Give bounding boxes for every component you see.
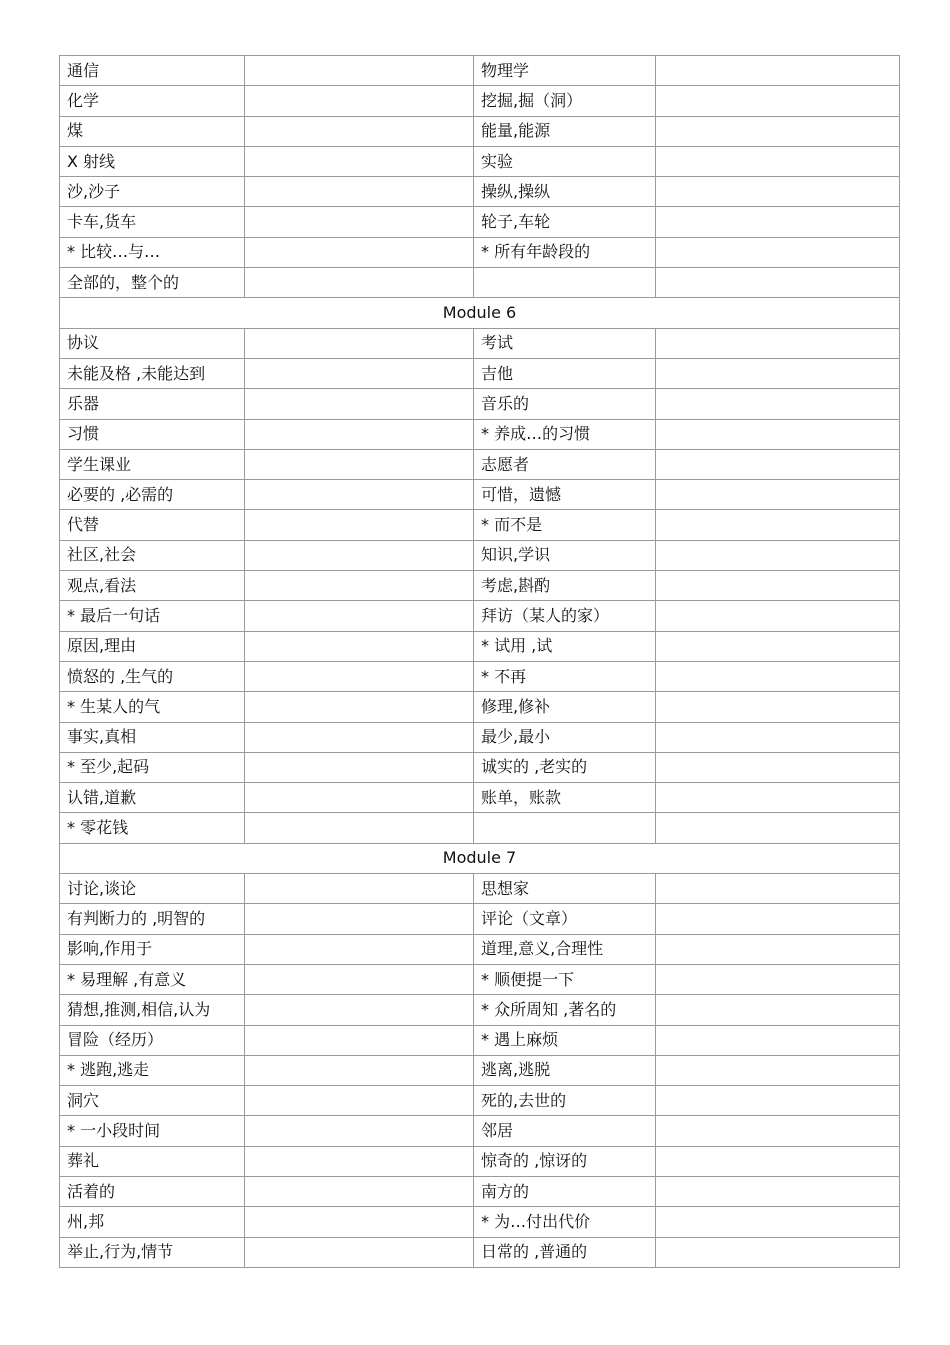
chinese-term-left: 学生课业 bbox=[60, 449, 245, 479]
chinese-term-right: 日常的 ,普通的 bbox=[474, 1237, 656, 1267]
chinese-term-left: * 比较…与… bbox=[60, 237, 245, 267]
answer-blank-right bbox=[656, 934, 900, 964]
vocab-row bbox=[60, 1176, 900, 1206]
answer-blank-right bbox=[656, 752, 900, 782]
chinese-term-right bbox=[474, 268, 656, 298]
answer-blank-left bbox=[245, 1237, 474, 1267]
answer-blank-right bbox=[656, 692, 900, 722]
answer-blank-right bbox=[656, 1025, 900, 1055]
chinese-term-right: * 养成…的习惯 bbox=[474, 419, 656, 449]
answer-blank-left bbox=[245, 783, 474, 813]
module-heading: Module 7 bbox=[60, 843, 900, 873]
chinese-term-right: 实验 bbox=[474, 146, 656, 176]
chinese-term-right: 志愿者 bbox=[474, 449, 656, 479]
chinese-term-right: * 为…付出代价 bbox=[474, 1207, 656, 1237]
chinese-term-right: 死的,去世的 bbox=[474, 1086, 656, 1116]
answer-blank-right bbox=[656, 631, 900, 661]
vocab-row bbox=[60, 661, 900, 691]
chinese-term-right: 考试 bbox=[474, 328, 656, 358]
answer-blank-right bbox=[656, 1237, 900, 1267]
answer-blank-right bbox=[656, 510, 900, 540]
chinese-term-left: * 生某人的气 bbox=[60, 692, 245, 722]
answer-blank-right bbox=[656, 601, 900, 631]
vocab-row bbox=[60, 1207, 900, 1237]
answer-blank-left bbox=[245, 328, 474, 358]
chinese-term-left: 冒险（经历） bbox=[60, 1025, 245, 1055]
chinese-term-left: 活着的 bbox=[60, 1176, 245, 1206]
answer-blank-left bbox=[245, 964, 474, 994]
answer-blank-left bbox=[245, 419, 474, 449]
chinese-term-right: 惊奇的 ,惊讶的 bbox=[474, 1146, 656, 1176]
answer-blank-left bbox=[245, 722, 474, 752]
chinese-term-right: * 试用 ,试 bbox=[474, 631, 656, 661]
answer-blank-right bbox=[656, 177, 900, 207]
answer-blank-left bbox=[245, 661, 474, 691]
answer-blank-left bbox=[245, 237, 474, 267]
vocab-row bbox=[60, 1146, 900, 1176]
vocab-row bbox=[60, 449, 900, 479]
chinese-term-left: 煤 bbox=[60, 116, 245, 146]
answer-blank-left bbox=[245, 1086, 474, 1116]
chinese-term-left: 州,邦 bbox=[60, 1207, 245, 1237]
chinese-term-left: 乐器 bbox=[60, 389, 245, 419]
vocab-row bbox=[60, 964, 900, 994]
chinese-term-right: 诚实的 ,老实的 bbox=[474, 752, 656, 782]
chinese-term-right: * 众所周知 ,著名的 bbox=[474, 995, 656, 1025]
vocab-row bbox=[60, 177, 900, 207]
answer-blank-right bbox=[656, 146, 900, 176]
chinese-term-right: * 所有年龄段的 bbox=[474, 237, 656, 267]
vocab-row bbox=[60, 207, 900, 237]
vocab-row bbox=[60, 752, 900, 782]
answer-blank-right bbox=[656, 783, 900, 813]
vocab-row bbox=[60, 783, 900, 813]
answer-blank-right bbox=[656, 268, 900, 298]
chinese-term-right: * 遇上麻烦 bbox=[474, 1025, 656, 1055]
answer-blank-left bbox=[245, 268, 474, 298]
chinese-term-left: 葬礼 bbox=[60, 1146, 245, 1176]
chinese-term-left: * 最后一句话 bbox=[60, 601, 245, 631]
chinese-term-right: * 顺便提一下 bbox=[474, 964, 656, 994]
vocabulary-table-body bbox=[60, 56, 900, 1268]
answer-blank-left bbox=[245, 480, 474, 510]
chinese-term-left: 讨论,谈论 bbox=[60, 874, 245, 904]
vocabulary-table bbox=[59, 55, 900, 1268]
vocab-row bbox=[60, 1086, 900, 1116]
answer-blank-left bbox=[245, 1116, 474, 1146]
answer-blank-left bbox=[245, 358, 474, 388]
answer-blank-left bbox=[245, 389, 474, 419]
answer-blank-right bbox=[656, 449, 900, 479]
answer-blank-right bbox=[656, 813, 900, 843]
vocab-row bbox=[60, 86, 900, 116]
answer-blank-right bbox=[656, 86, 900, 116]
vocab-row bbox=[60, 571, 900, 601]
chinese-term-right: 账单，账款 bbox=[474, 783, 656, 813]
answer-blank-right bbox=[656, 995, 900, 1025]
chinese-term-left: 有判断力的 ,明智的 bbox=[60, 904, 245, 934]
answer-blank-left bbox=[245, 904, 474, 934]
answer-blank-right bbox=[656, 571, 900, 601]
answer-blank-right bbox=[656, 1086, 900, 1116]
answer-blank-right bbox=[656, 1176, 900, 1206]
vocab-row bbox=[60, 631, 900, 661]
chinese-term-left: 习惯 bbox=[60, 419, 245, 449]
chinese-term-left: 化学 bbox=[60, 86, 245, 116]
chinese-term-left: 未能及格 ,未能达到 bbox=[60, 358, 245, 388]
answer-blank-left bbox=[245, 56, 474, 86]
answer-blank-right bbox=[656, 1055, 900, 1085]
chinese-term-left: * 至少,起码 bbox=[60, 752, 245, 782]
chinese-term-left: * 易理解 ,有意义 bbox=[60, 964, 245, 994]
vocab-row bbox=[60, 56, 900, 86]
vocab-row bbox=[60, 722, 900, 752]
chinese-term-left: 沙,沙子 bbox=[60, 177, 245, 207]
answer-blank-left bbox=[245, 116, 474, 146]
chinese-term-right bbox=[474, 813, 656, 843]
answer-blank-left bbox=[245, 449, 474, 479]
chinese-term-right: 操纵,操纵 bbox=[474, 177, 656, 207]
chinese-term-left: 通信 bbox=[60, 56, 245, 86]
answer-blank-left bbox=[245, 86, 474, 116]
vocab-row bbox=[60, 934, 900, 964]
answer-blank-right bbox=[656, 904, 900, 934]
answer-blank-left bbox=[245, 146, 474, 176]
answer-blank-left bbox=[245, 1176, 474, 1206]
answer-blank-right bbox=[656, 389, 900, 419]
vocab-row bbox=[60, 1025, 900, 1055]
chinese-term-right: 最少,最小 bbox=[474, 722, 656, 752]
vocab-row bbox=[60, 995, 900, 1025]
answer-blank-right bbox=[656, 1207, 900, 1237]
chinese-term-left: * 零花钱 bbox=[60, 813, 245, 843]
chinese-term-right: 拜访（某人的家） bbox=[474, 601, 656, 631]
vocab-row bbox=[60, 904, 900, 934]
chinese-term-right: 道理,意义,合理性 bbox=[474, 934, 656, 964]
answer-blank-right bbox=[656, 480, 900, 510]
chinese-term-right: 挖掘,掘（洞） bbox=[474, 86, 656, 116]
chinese-term-right: 思想家 bbox=[474, 874, 656, 904]
chinese-term-right: 轮子,车轮 bbox=[474, 207, 656, 237]
vocab-row bbox=[60, 419, 900, 449]
vocab-row bbox=[60, 1055, 900, 1085]
chinese-term-left: 愤怒的 ,生气的 bbox=[60, 661, 245, 691]
vocab-row bbox=[60, 540, 900, 570]
chinese-term-left: 事实,真相 bbox=[60, 722, 245, 752]
answer-blank-left bbox=[245, 601, 474, 631]
chinese-term-right: 音乐的 bbox=[474, 389, 656, 419]
answer-blank-left bbox=[245, 995, 474, 1025]
vocab-row bbox=[60, 874, 900, 904]
answer-blank-right bbox=[656, 661, 900, 691]
answer-blank-left bbox=[245, 1055, 474, 1085]
chinese-term-left: 卡车,货车 bbox=[60, 207, 245, 237]
chinese-term-left: 影响,作用于 bbox=[60, 934, 245, 964]
answer-blank-left bbox=[245, 510, 474, 540]
vocab-row bbox=[60, 480, 900, 510]
chinese-term-left: * 一小段时间 bbox=[60, 1116, 245, 1146]
vocab-row bbox=[60, 268, 900, 298]
answer-blank-left bbox=[245, 813, 474, 843]
vocab-row bbox=[60, 328, 900, 358]
answer-blank-left bbox=[245, 207, 474, 237]
answer-blank-right bbox=[656, 116, 900, 146]
vocab-row bbox=[60, 601, 900, 631]
vocab-row bbox=[60, 116, 900, 146]
chinese-term-left: 必要的 ,必需的 bbox=[60, 480, 245, 510]
chinese-term-left: 洞穴 bbox=[60, 1086, 245, 1116]
chinese-term-right: 评论（文章） bbox=[474, 904, 656, 934]
chinese-term-right: 南方的 bbox=[474, 1176, 656, 1206]
module-heading-row bbox=[60, 843, 900, 873]
answer-blank-left bbox=[245, 1025, 474, 1055]
answer-blank-right bbox=[656, 207, 900, 237]
answer-blank-left bbox=[245, 177, 474, 207]
chinese-term-left: 举止,行为,情节 bbox=[60, 1237, 245, 1267]
vocab-row bbox=[60, 389, 900, 419]
vocab-row bbox=[60, 510, 900, 540]
answer-blank-right bbox=[656, 419, 900, 449]
answer-blank-left bbox=[245, 934, 474, 964]
chinese-term-right: * 不再 bbox=[474, 661, 656, 691]
vocab-row bbox=[60, 1116, 900, 1146]
vocab-row bbox=[60, 1237, 900, 1267]
answer-blank-right bbox=[656, 540, 900, 570]
answer-blank-right bbox=[656, 1116, 900, 1146]
chinese-term-right: 修理,修补 bbox=[474, 692, 656, 722]
vocab-row bbox=[60, 237, 900, 267]
answer-blank-right bbox=[656, 722, 900, 752]
answer-blank-left bbox=[245, 1146, 474, 1176]
module-heading-row bbox=[60, 298, 900, 328]
chinese-term-right: 吉他 bbox=[474, 358, 656, 388]
module-heading: Module 6 bbox=[60, 298, 900, 328]
chinese-term-left: 社区,社会 bbox=[60, 540, 245, 570]
vocab-row bbox=[60, 146, 900, 176]
chinese-term-left: 全部的，整个的 bbox=[60, 268, 245, 298]
answer-blank-left bbox=[245, 752, 474, 782]
chinese-term-left: X 射线 bbox=[60, 146, 245, 176]
chinese-term-right: 知识,学识 bbox=[474, 540, 656, 570]
chinese-term-right: 物理学 bbox=[474, 56, 656, 86]
chinese-term-left: 认错,道歉 bbox=[60, 783, 245, 813]
chinese-term-left: 猜想,推测,相信,认为 bbox=[60, 995, 245, 1025]
answer-blank-left bbox=[245, 571, 474, 601]
vocab-row bbox=[60, 692, 900, 722]
answer-blank-left bbox=[245, 1207, 474, 1237]
answer-blank-right bbox=[656, 328, 900, 358]
answer-blank-right bbox=[656, 1146, 900, 1176]
answer-blank-left bbox=[245, 692, 474, 722]
answer-blank-left bbox=[245, 874, 474, 904]
chinese-term-right: 逃离,逃脱 bbox=[474, 1055, 656, 1085]
vocab-row bbox=[60, 813, 900, 843]
answer-blank-right bbox=[656, 237, 900, 267]
answer-blank-right bbox=[656, 358, 900, 388]
chinese-term-right: 可惜，遗憾 bbox=[474, 480, 656, 510]
chinese-term-right: 邻居 bbox=[474, 1116, 656, 1146]
chinese-term-right: * 而不是 bbox=[474, 510, 656, 540]
chinese-term-left: 协议 bbox=[60, 328, 245, 358]
vocab-row bbox=[60, 358, 900, 388]
answer-blank-left bbox=[245, 631, 474, 661]
chinese-term-left: 观点,看法 bbox=[60, 571, 245, 601]
chinese-term-right: 考虑,斟酌 bbox=[474, 571, 656, 601]
answer-blank-left bbox=[245, 540, 474, 570]
chinese-term-left: * 逃跑,逃走 bbox=[60, 1055, 245, 1085]
answer-blank-right bbox=[656, 874, 900, 904]
answer-blank-right bbox=[656, 56, 900, 86]
chinese-term-left: 代替 bbox=[60, 510, 245, 540]
chinese-term-right: 能量,能源 bbox=[474, 116, 656, 146]
chinese-term-left: 原因,理由 bbox=[60, 631, 245, 661]
answer-blank-right bbox=[656, 964, 900, 994]
